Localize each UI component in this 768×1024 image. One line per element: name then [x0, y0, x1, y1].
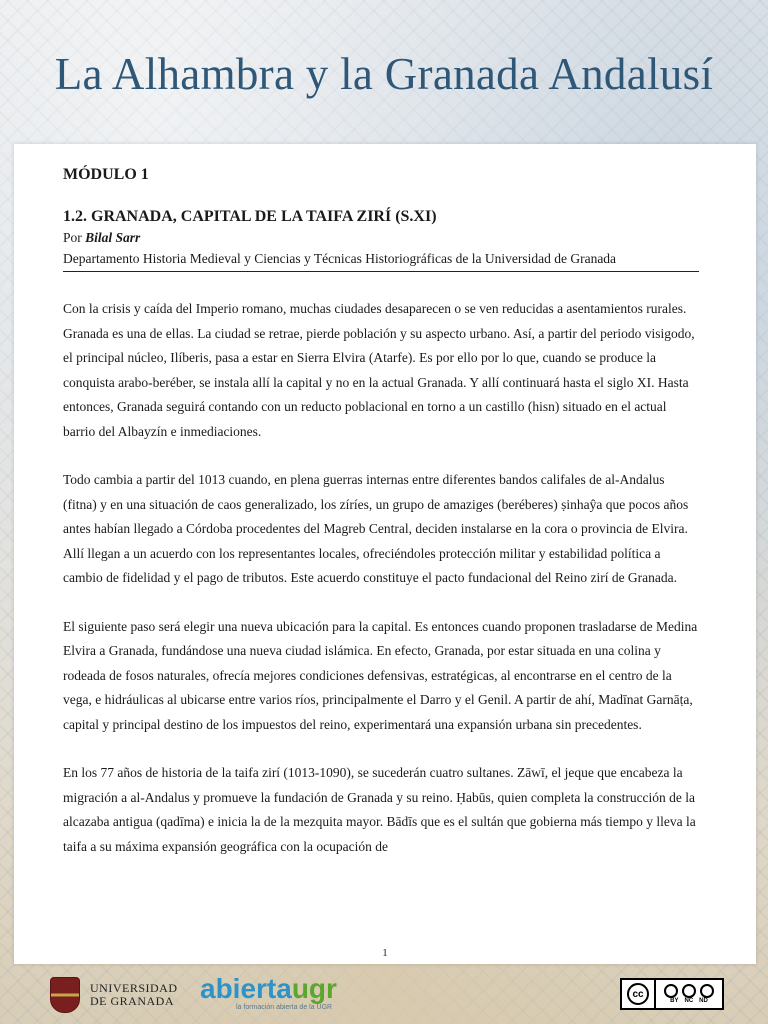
- section-title: 1.2. GRANADA, CAPITAL DE LA TAIFA ZIRÍ (S.XI): [63, 208, 437, 225]
- noderivatives-icon: [700, 984, 714, 998]
- document-page: [14, 144, 756, 964]
- paragraph-4: En los 77 años de historia de la taifa zirí (1013-1090), se sucederán cuatro sultanes. Zāwī, el jeque que encabeza la migración a al-Andalus y promueve la fundación de Granada y su reino. Ḥabūs, quien completa la construcción de la alcazaba antigua (qadīma) e inicia la de la mezquita mayor. Bādīs que es el sultán que gobierna más tiempo y lleva la taifa a su máxima expansión geográfica con la ocupación de: [63, 765, 696, 854]
- module-heading: MÓDULO 1: [63, 166, 149, 183]
- university-name: [90, 982, 178, 1008]
- university-crest-icon: [50, 977, 80, 1013]
- course-title: La Alhambra y la Granada Andalusí: [54, 49, 714, 99]
- abiertaugr-logo[interactable]: [200, 974, 360, 1014]
- cc-nc-label: NC: [684, 998, 694, 1004]
- abiertaugr-tagline: la formación abierta de la UGR: [236, 1004, 333, 1011]
- byline: [63, 230, 699, 246]
- cc-circle-label: cc: [627, 983, 649, 1005]
- university-name-line2: DE GRANADA: [90, 994, 174, 1008]
- attribution-icon: [664, 984, 678, 998]
- author-name: Bilal Sarr: [85, 230, 141, 245]
- cc-license-icons: [656, 984, 722, 1004]
- abierta-wordmark-part: abierta: [200, 973, 292, 1004]
- paragraph-3: El siguiente paso será elegir una nueva ubicación para la capital. Es entonces cuando proponen trasladarse de Medina Elvira a Granada, fundándose una nueva ciudad islámica. En efecto, Granada, por estar situada en una colina y rodeada de fosos naturales, ofrecía mejores condiciones defensivas, estratégicas, al encontrarse en el centro de la vega, e hidráulicas al ubicarse entre varios ríos, principalmente el Darro y el Genil. A partir de ahí, Madīnat Garnāṭa, capital y principal destino de los impuestos del reino, experimentará una expansión urbana sin precedentes.: [63, 618, 698, 732]
- ugr-wordmark-part: ugr: [291, 973, 337, 1004]
- page-number: 1: [382, 947, 388, 959]
- cc-nd-label: ND: [699, 998, 708, 1004]
- byline-prefix: Por: [63, 230, 82, 245]
- abiertaugr-wordmark: [200, 974, 360, 1004]
- cc-by-label: BY: [670, 998, 679, 1004]
- department: Departamento Historia Medieval y Ciencias y Técnicas Historiográficas de la Universidad de Granada: [63, 251, 699, 272]
- document-content: [63, 166, 699, 859]
- noncommercial-icon: [682, 984, 696, 998]
- university-logo[interactable]: [50, 977, 178, 1013]
- cc-icon: [622, 980, 656, 1008]
- paragraph-2: Todo cambia a partir del 1013 cuando, en plena guerras internas entre diferentes bandos califales de al-Andalus (fitna) y en una situación de caos generalizado, los zíríes, un grupo de amaziges (beréberes) ṣinhaŷa que pocos años antes habían llegado a Córdoba procedentes del Magreb Central, deciden instalarse en la cora o provincia de Elvira. Allí llegan a un acuerdo con los representantes locales, ofreciéndoles protección militar y estabilidad política a cambio de fidelidad y el pago de tributos. Este acuerdo constituye el pacto fundacional del Reino zirí de Granada.: [63, 472, 689, 585]
- paragraph-1: Con la crisis y caída del Imperio romano, muchas ciudades desaparecen o se ven reducidas a asentamientos rurales. Granada es una de ellas. La ciudad se retrae, pierde población y su aspecto urbano. Así, a partir del periodo visigodo, el principal núcleo, Ilíberis, pasa a estar en Sierra Elvira (Atarfe). Es por ello por lo que, cuando se produce la conquista arabo-beréber, se instala allí la capital y no en la actual Granada. Y allí continuará hasta el siglo XI. Hasta entonces, Granada seguirá contando con un reducto poblacional en torno a un castillo (hisn) situado en el actual barrio del Albayzín e inmediaciones.: [63, 301, 695, 439]
- creative-commons-badge[interactable]: [620, 978, 724, 1010]
- university-name-line1: UNIVERSIDAD: [90, 981, 178, 995]
- footer-bar: [0, 968, 768, 1024]
